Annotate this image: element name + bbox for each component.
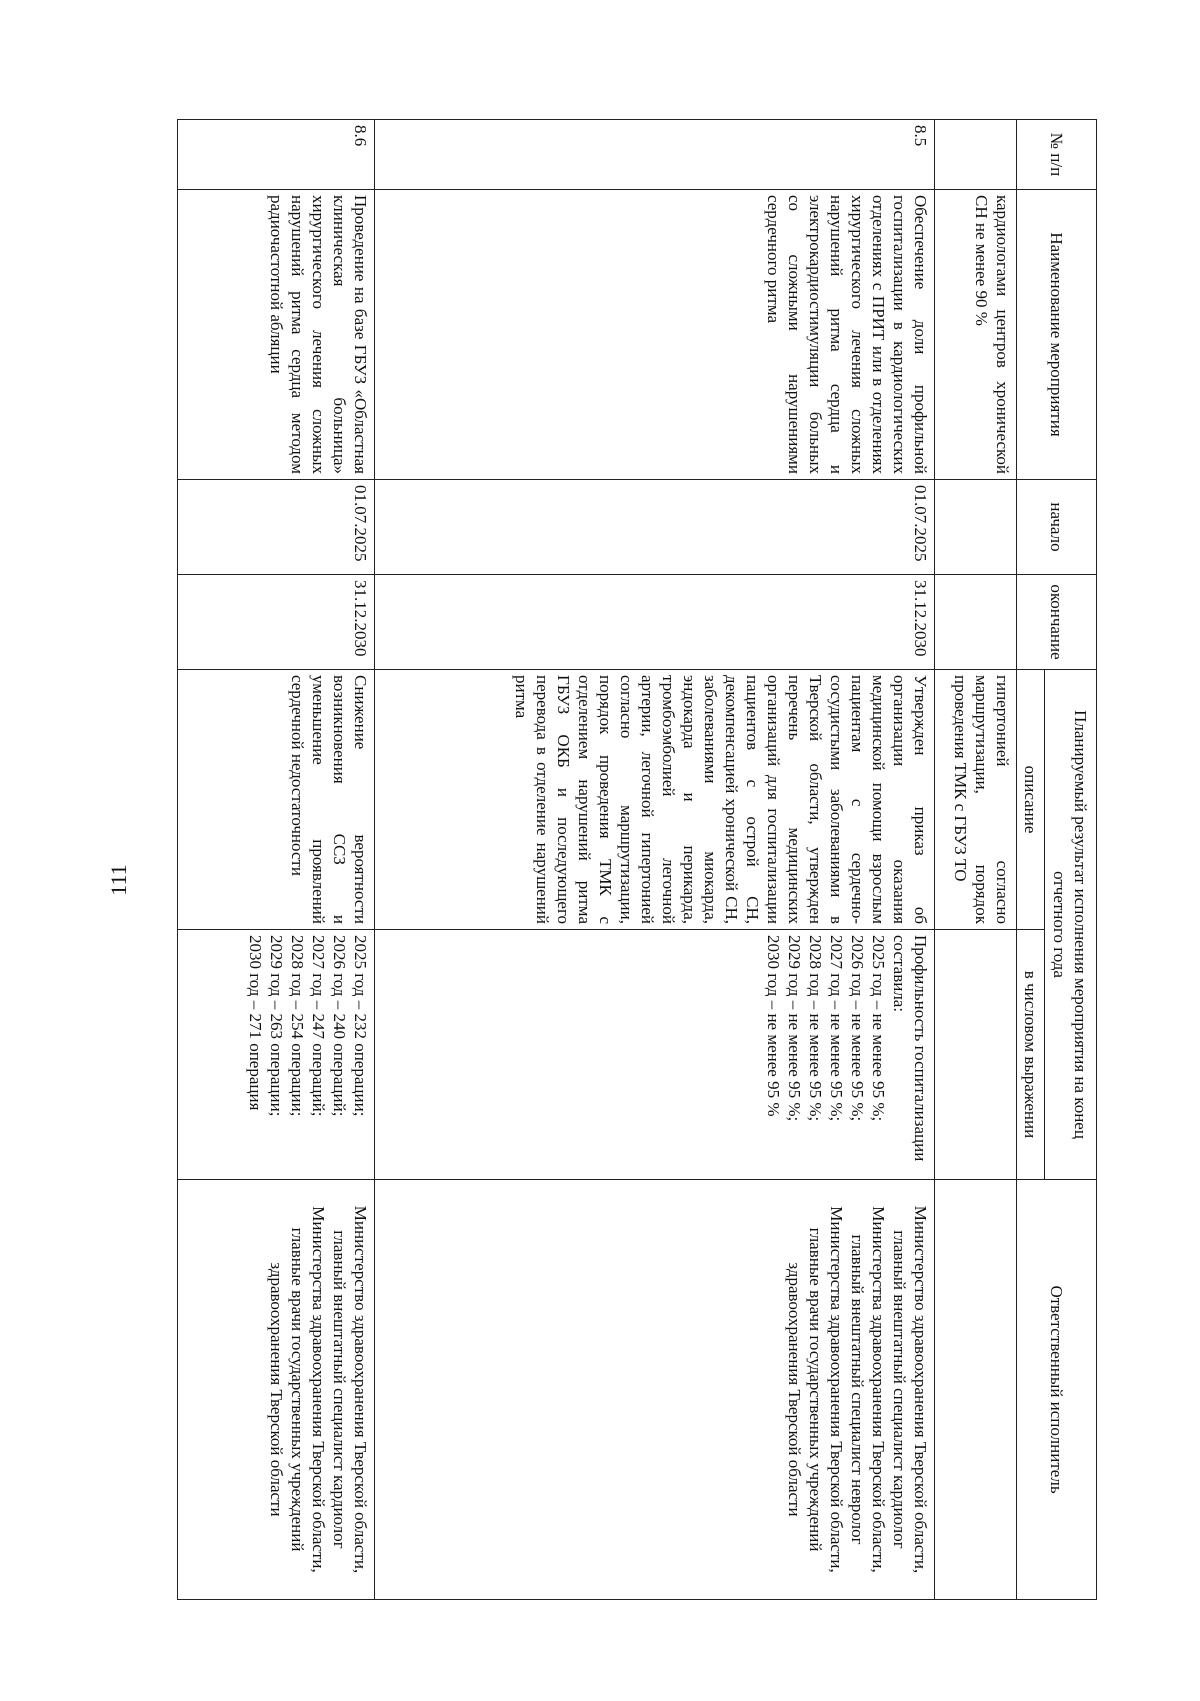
row-end: 31.12.2030: [178, 575, 375, 670]
row-num: 8.5: [375, 120, 935, 190]
table-row: [935, 120, 1017, 1600]
header-result-numeric: в числовом выражении: [1017, 930, 1045, 1180]
activities-table: [177, 119, 1097, 1600]
header-result: Планируемый результат исполнения мероприятия на конец отчетного года: [1045, 670, 1097, 1180]
row-executor: [935, 1180, 1017, 1600]
page-number: 111: [106, 864, 131, 896]
row-executor: Министерство здравоохранения Тверской области, главный внештатный специалист кардиолог Министерства здравоохранения Тверской области, главный внештатный специалист невролог Министерства здравоохранения Тверской области, главные врачи государственных учреждений здравоохранения Тверской области: [375, 1180, 935, 1600]
row-description: Снижение вероятности возникновения ССЗ и уменьшение проявлений сердечной недостаточности: [178, 670, 375, 930]
row-name: Проведение на базе ГБУЗ «Областная клиническая больница» хирургического лечения сложных нарушений ритма сердца методом радиочастотной абляции: [178, 190, 375, 480]
row-description: гипертонией согласно маршрутизации, порядок проведения ТМК с ГБУЗ ТО: [935, 670, 1017, 930]
row-num: [935, 120, 1017, 190]
header-executor: Ответственный исполнитель: [1017, 1180, 1097, 1600]
header-result-desc: описание: [1017, 670, 1045, 930]
row-numeric: [935, 930, 1017, 1180]
table-row: [375, 120, 935, 1600]
table-row: [178, 120, 375, 1600]
row-name: кардиологами центров хронической СН не менее 90 %: [935, 190, 1017, 480]
row-name: Обеспечение доли профильной госпитализации в кардиологических отделениях с ПРИТ или в отделениях хирургического лечения сложных нарушений ритма сердца и электрокардиостимуляции больных со сложными нарушениями сердечного ритма: [375, 190, 935, 480]
row-start: 01.07.2025: [375, 480, 935, 575]
header-name: Наименование мероприятия: [1017, 190, 1097, 480]
row-start: 01.07.2025: [178, 480, 375, 575]
row-start: [935, 480, 1017, 575]
row-end: [935, 575, 1017, 670]
row-numeric: Профильность госпитализации составила: 2025 год – не менее 95 %; 2026 год – не менее 95 %; 2027 год – не менее 95 %; 2028 год – не менее 95 %; 2029 год – не менее 95 %; 2030 год – не менее 95 %: [375, 930, 935, 1180]
header-start: начало: [1017, 480, 1097, 575]
header-num: № п/п: [1017, 120, 1097, 190]
row-numeric: 2025 год – 232 операции; 2026 год – 240 операций; 2027 год – 247 операций; 2028 год – 254 операции; 2029 год – 263 операции; 2030 год – 271 операция: [178, 930, 375, 1180]
header-end: окончание: [1017, 575, 1097, 670]
row-description: Утвержден приказ об организации оказания медицинской помощи взрослым пациентам с сердечно-сосудистыми заболеваниями в Тверской области, утвержден перечень медицинских организаций для госпитализации пациентов с острой СН, декомпенсацией хронической СН, заболеваниями миокарда, эндокарда и перикарда, тромбоэмболией легочной артерии, легочной гипертонией согласно маршрутизации, порядок проведения ТМК с отделением нарушений ритма ГБУЗ ОКБ и последующего перевода в отделение нарушений ритма: [375, 670, 935, 930]
row-end: 31.12.2030: [375, 575, 935, 670]
row-num: 8.6: [178, 120, 375, 190]
row-executor: Министерство здравоохранения Тверской области, главный внештатный специалист кардиолог Министерства здравоохранения Тверской области, главные врачи государственных учреждений здравоохранения Тверской области: [178, 1180, 375, 1600]
rotated-table-wrapper: [177, 119, 1097, 1599]
